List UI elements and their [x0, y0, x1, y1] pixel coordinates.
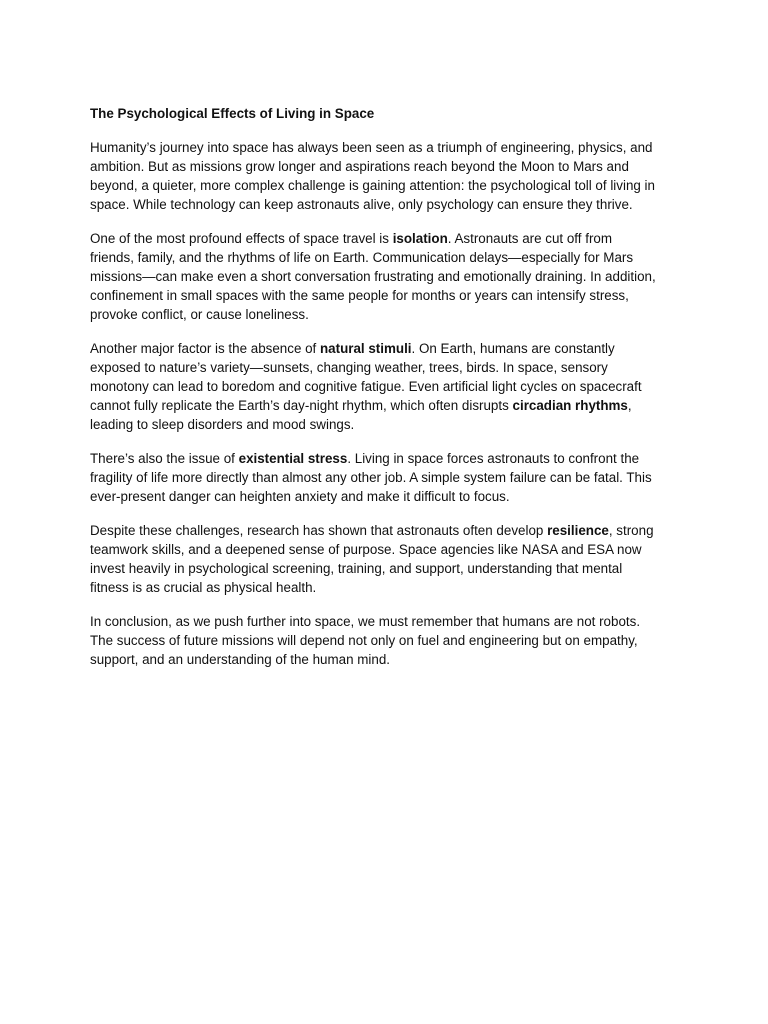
text-run: cannot fully replicate the Earth’s day-night rhythm, which often disrupts — [90, 398, 513, 413]
text-line — [90, 286, 690, 305]
paragraph — [90, 612, 690, 669]
text-run: monotony can lead to boredom and cognitive fatigue. Even artificial light cycles on spacecraft — [90, 379, 642, 394]
text-run: beyond, a quieter, more complex challenge is gaining attention: the psychological toll of living in — [90, 178, 655, 193]
text-run: . Living in space forces astronauts to confront the — [347, 451, 640, 466]
document-body — [90, 138, 690, 669]
text-line — [90, 578, 690, 597]
text-run: , strong — [608, 523, 654, 538]
bold-term: resilience — [547, 523, 609, 538]
text-run: ever-present danger can heighten anxiety and make it difficult to focus. — [90, 489, 510, 504]
text-run: leading to sleep disorders and mood swings. — [90, 417, 355, 432]
document-title: The Psychological Effects of Living in Space — [90, 106, 375, 121]
text-run: exposed to nature’s variety—sunsets, changing weather, trees, birds. In space, sensory — [90, 360, 608, 375]
text-line — [90, 157, 690, 176]
text-line — [90, 396, 690, 415]
bold-term: circadian rhythms — [512, 398, 628, 413]
text-line — [90, 339, 690, 358]
text-line — [90, 267, 690, 286]
text-run: missions—can make even a short conversation frustrating and emotionally draining. In addition, — [90, 269, 656, 284]
text-run: In conclusion, as we push further into space, we must remember that humans are not robots. — [90, 614, 641, 629]
text-run: ambition. But as missions grow longer and aspirations reach beyond the Moon to Mars and — [90, 159, 629, 174]
text-run: Another major factor is the absence of — [90, 341, 320, 356]
text-line — [90, 521, 690, 540]
text-line — [90, 305, 690, 324]
text-line — [90, 358, 690, 377]
text-line — [90, 449, 690, 468]
paragraph — [90, 339, 690, 434]
bold-term: isolation — [392, 231, 448, 246]
text-line — [90, 229, 690, 248]
text-line — [90, 559, 690, 578]
text-run: teamwork skills, and a deepened sense of purpose. Space agencies like NASA and ESA now — [90, 542, 642, 557]
text-line — [90, 195, 690, 214]
text-run: , — [627, 398, 632, 413]
text-line — [90, 468, 690, 487]
text-run: The success of future missions will depend not only on fuel and engineering but on empathy, — [90, 633, 638, 648]
text-line — [90, 138, 690, 157]
text-run: space. While technology can keep astronauts alive, only psychology can ensure they thrive. — [90, 197, 633, 212]
text-run: support, and an understanding of the human mind. — [90, 652, 391, 667]
text-run: provoke conflict, or cause loneliness. — [90, 307, 309, 322]
text-run: friends, family, and the rhythms of life on Earth. Communication delays—especially for Mars — [90, 250, 634, 265]
text-line — [90, 487, 690, 506]
text-run: confinement in small spaces with the same people for months or years can intensify stress, — [90, 288, 629, 303]
text-run: One of the most profound effects of space travel is — [90, 231, 393, 246]
text-run: fragility of life more directly than almost any other job. A simple system failure can be fatal. This — [90, 470, 652, 485]
text-run: . Astronauts are cut off from — [447, 231, 613, 246]
bold-term: existential stress — [238, 451, 348, 466]
paragraph — [90, 521, 690, 597]
text-run: Despite these challenges, research has shown that astronauts often develop — [90, 523, 548, 538]
text-line — [90, 631, 690, 650]
text-line — [90, 612, 690, 631]
text-line — [90, 650, 690, 669]
text-line — [90, 415, 690, 434]
text-run: There’s also the issue of — [90, 451, 239, 466]
text-line — [90, 540, 690, 559]
text-line — [90, 248, 690, 267]
document-page — [90, 104, 690, 684]
text-run: . On Earth, humans are constantly — [411, 341, 615, 356]
text-run: fitness is as crucial as physical health. — [90, 580, 317, 595]
text-run: invest heavily in psychological screening, training, and support, understanding that mental — [90, 561, 623, 576]
text-line — [90, 377, 690, 396]
text-run: Humanity’s journey into space has always been seen as a triumph of engineering, physics, and — [90, 140, 653, 155]
paragraph — [90, 229, 690, 324]
text-line — [90, 176, 690, 195]
paragraph — [90, 138, 690, 214]
bold-term: natural stimuli — [320, 341, 412, 356]
paragraph — [90, 449, 690, 506]
